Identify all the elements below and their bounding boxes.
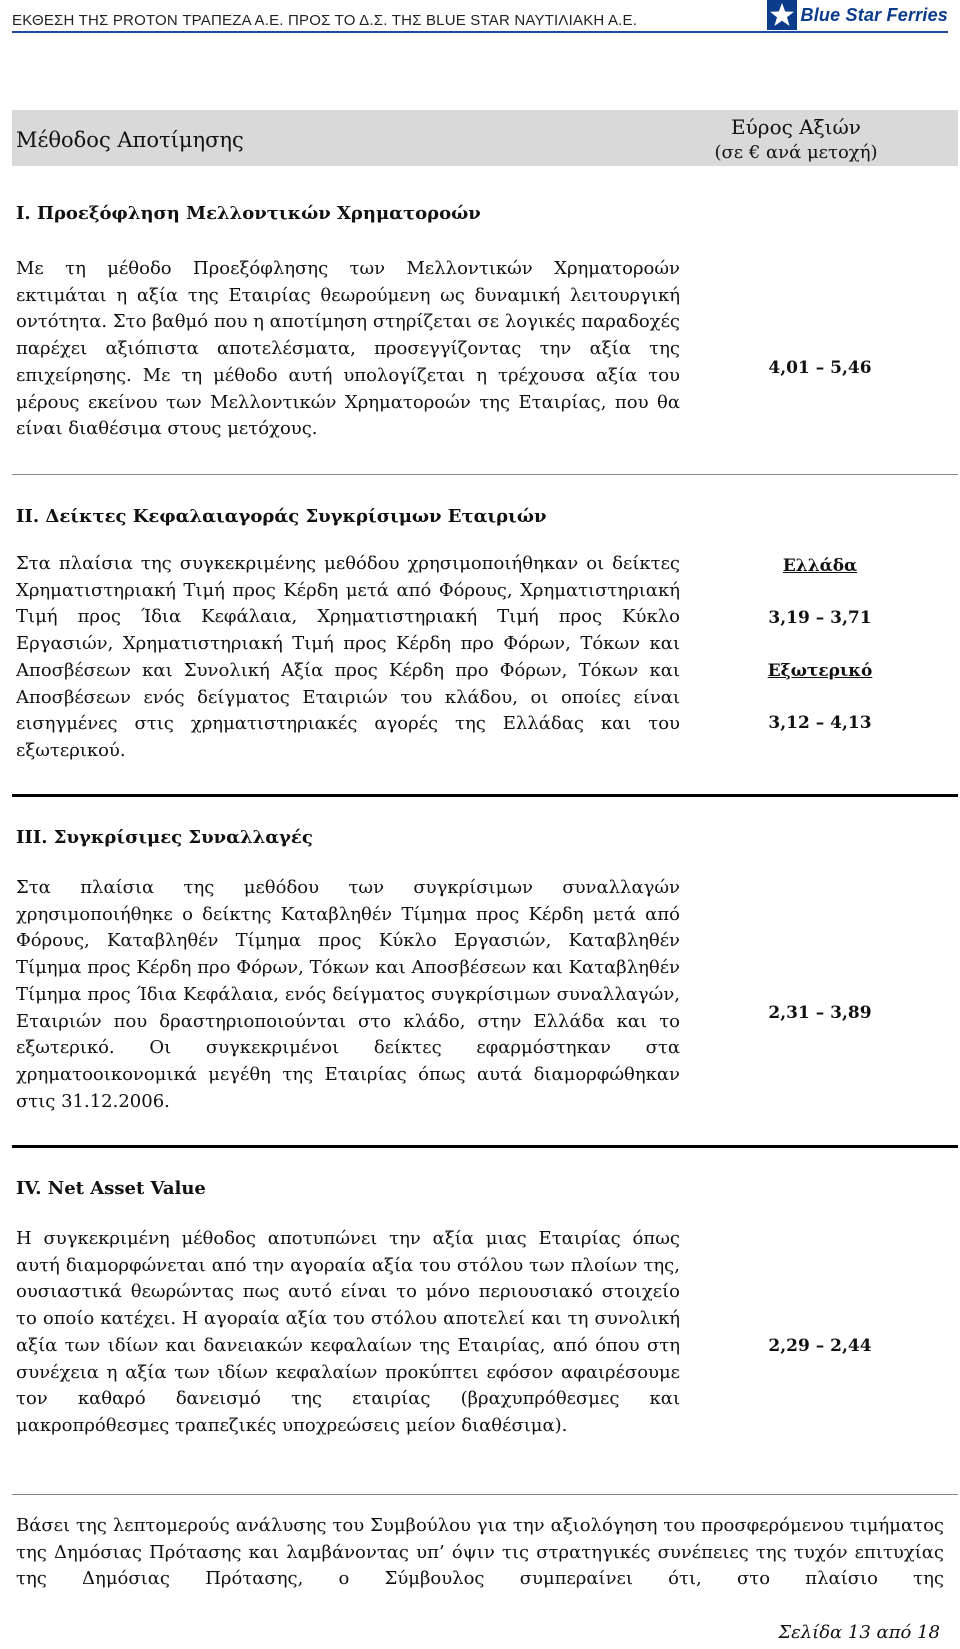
section-title-transactions: ΙΙΙ. Συγκρίσιμες Συναλλαγές: [16, 827, 313, 848]
section-body-nav: Η συγκεκριμένη μέθοδος αποτυπώνει την αξία μιας Εταιρίας όπως αυτή διαμορφώνεται από την αγοραία αξία του στόλου των πλοίων της, ουσιαστικά θεωρώντας πως αυτό είναι το μόνο περιουσιακό στοιχείο το οποίο κατέχει. Η αγοραία αξία του στόλου αποτελεί και τη συνολική αξία των ιδίων και δανειακών κεφαλαίων της Εταιρίας, από όπου στη συνέχεια η αξία των ιδίων κεφαλαίων προκύπτει εφόσον αφαιρέσουμε τον καθαρό δανεισμό της εταιρίας (βραχυπρόθεσμες και μακροπρόθεσμες τραπεζικές υποχρεώσεις μείον διαθέσιμα).: [16, 1228, 680, 1436]
column-header-method: Μέθοδος Αποτίμησης: [16, 128, 244, 152]
value-abroad: 3,12 – 4,13: [768, 713, 872, 733]
section-body-transactions: Στα πλαίσια της μεθόδου των συγκρίσιμων συναλλαγών χρησιμοποιήθηκε ο δείκτης Καταβληθέν Τίμημα προς Κέρδη μετά από Φόρους, Καταβληθέν Τίμημα προς Κύκλο Εργασιών, Καταβληθέν Τίμημα προς Κέρδη προ Φόρων, Τόκων και Αποσβέσεων και Καταβληθέν Τίμημα προς Ίδια Κεφάλαια, ενός δείγματος συγκρίσιμων συναλλαγών, Εταιριών που δραστηριοποιούνται στο κλάδο, στην Ελλάδα και το εξωτερικό. Οι συγκεκριμένοι δείκτες εφαρμόστηκαν στα χρηματοοικονομικά μεγέθη της Εταιρίας όπως αυτά διαμορφώθηκαν στις 31.12.2006.: [16, 877, 680, 1112]
section-divider: [12, 1494, 958, 1495]
section-divider: [12, 474, 958, 475]
section-divider: [12, 794, 958, 797]
star-icon: [767, 0, 797, 30]
table-header: [12, 110, 958, 166]
column-header-range: [686, 114, 906, 166]
section-body-dcf: Με τη μέθοδο Προεξόφλησης των Μελλοντικών Χρηματοροών εκτιμάται η αξία της Εταιρίας θεωρούμενη ως δυναμική λειτουργική οντότητα. Στο βαθμό που η αποτίμηση στηρίζεται σε λογικές παραδοχές παρέχει αξιόπιστα αποτελέσματα, προσεγγίζοντας την αξία της επιχείρησης. Με τη μέθοδο αυτή υπολογίζεται η τρέχουσα αξία του μέρους εκείνου των Μελλοντικών Χρηματοροών της Εταιρίας, που θα είναι διαθέσιμα στους μετόχους.: [16, 258, 680, 440]
section-title-dcf: Ι. Προεξόφληση Μελλοντικών Χρηματοροών: [16, 203, 481, 224]
column-header-range-unit: (σε € ανά μετοχή): [714, 142, 878, 163]
subheading-abroad: Εξωτερικό: [767, 661, 873, 681]
value-greece: 3,19 – 3,71: [768, 608, 872, 628]
logo-wordmark: Blue Star Ferries: [800, 4, 948, 25]
section-divider: [12, 1145, 958, 1148]
column-header-range-title: Εύρος Αξιών: [731, 115, 861, 139]
document-header: [12, 0, 948, 32]
subheading-greece: Ελλάδα: [782, 556, 858, 576]
section-title-nav: IV. Net Asset Value: [16, 1178, 206, 1199]
section-value-transactions: 2,31 – 3,89: [768, 1003, 872, 1023]
section-body-multiples: Στα πλαίσια της συγκεκριμένης μεθόδου χρησιμοποιήθηκαν οι δείκτες Χρηματιστηριακή Τιμή προς Κέρδη μετά από Φόρους, Χρηματιστηριακή Τιμή προς Ίδια Κεφάλαια, Χρηματιστηριακή Τιμή προς Κύκλο Εργασιών, Χρηματιστηριακή Τιμή προς Κέρδη προ Φόρων, Τόκων και Αποσβέσεων και Συνολική Αξία προς Κέρδη προ Φόρων, Τόκων και Αποσβέσεων ενός δείγματος Εταιριών του κλάδου, οι οποίες είναι εισηγμένες στις χρηματιστηριακές αγορές της Ελλάδας και του εξωτερικού.: [16, 553, 680, 761]
section-value-dcf: 4,01 – 5,46: [768, 358, 872, 378]
header-divider: [12, 31, 948, 33]
company-logo: [767, 0, 948, 30]
section-value-nav: 2,29 – 2,44: [768, 1336, 872, 1356]
page-number: Σελίδα 13 από 18: [778, 1622, 940, 1643]
header-title: ΕΚΘΕΣΗ ΤΗΣ PROTON ΤΡΑΠΕΖΑ Α.Ε. ΠΡΟΣ ΤΟ Δ.Σ. ΤΗΣ BLUE STAR ΝΑΥΤΙΛΙΑΚΗ Α.Ε.: [12, 12, 638, 29]
closing-paragraph: Βάσει της λεπτομερούς ανάλυσης του Συμβούλου για την αξιολόγηση του προσφερόμενου τιμήματος της Δημόσιας Πρότασης και λαμβάνοντας υπ’ όψιν τις στρατηγικές συνέπειες της τυχόν επιτυχίας της Δημόσιας Πρότασης, ο Σύμβουλος συμπεραίνει ότι, στο πλαίσιο της: [16, 1515, 944, 1590]
section-title-multiples: ΙΙ. Δείκτες Κεφαλαιαγοράς Συγκρίσιμων Εταιριών: [16, 506, 547, 527]
